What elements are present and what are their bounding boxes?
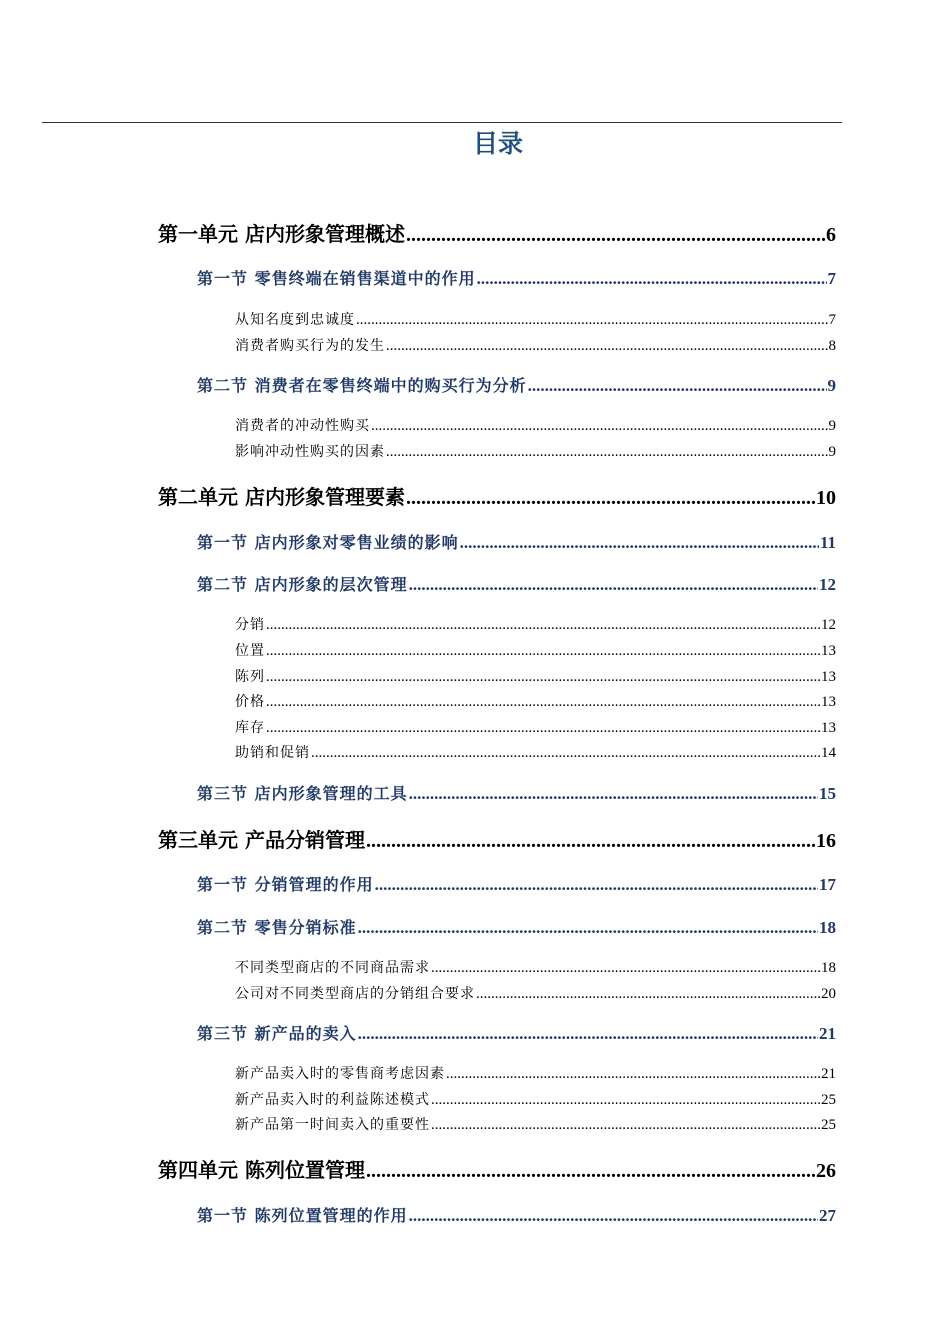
toc-section-entry[interactable] xyxy=(197,781,836,804)
toc-page-number: 16 xyxy=(816,830,836,852)
dot-leader xyxy=(528,376,827,396)
dot-leader xyxy=(358,918,818,938)
toc-page-number: 25 xyxy=(821,1092,836,1108)
toc-subsection-entry[interactable] xyxy=(235,1114,836,1134)
toc-entry-label: 不同类型商店的不同商品需求 xyxy=(235,960,430,976)
toc-page-number: 7 xyxy=(827,269,836,288)
dot-leader xyxy=(311,745,820,762)
toc-subsection-entry[interactable] xyxy=(235,742,836,762)
toc-page-number: 25 xyxy=(821,1117,836,1133)
toc-page-number: 13 xyxy=(821,720,836,736)
toc-page-number: 18 xyxy=(819,918,836,937)
dot-leader xyxy=(431,1117,820,1134)
toc-entry-label: 分销 xyxy=(235,617,265,633)
toc-entry-label: 价格 xyxy=(235,694,265,710)
toc-subsection-entry[interactable] xyxy=(235,717,836,737)
dot-leader xyxy=(356,312,828,329)
toc-page-number: 20 xyxy=(821,986,836,1002)
toc-page-number: 27 xyxy=(819,1206,836,1225)
toc-subsection-entry[interactable] xyxy=(235,1089,836,1109)
dot-leader xyxy=(477,269,827,289)
toc-section-entry[interactable] xyxy=(197,572,836,595)
toc-section-entry[interactable] xyxy=(197,1021,836,1044)
toc-section-entry[interactable] xyxy=(197,373,836,396)
toc-page-number: 15 xyxy=(819,784,836,803)
toc-page-number: 6 xyxy=(826,224,836,246)
toc-entry-label: 第二单元 店内形象管理要素 xyxy=(158,485,405,509)
toc-entry-label: 陈列 xyxy=(235,669,265,685)
toc-page-number: 13 xyxy=(821,643,836,659)
dot-leader xyxy=(406,487,815,510)
toc-entry-label: 第二节 消费者在零售终端中的购买行为分析 xyxy=(197,376,527,395)
toc-page-number: 12 xyxy=(821,617,836,633)
toc-entry-label: 第三单元 产品分销管理 xyxy=(158,828,365,852)
dot-leader xyxy=(409,784,818,804)
toc-entry-label: 新产品第一时间卖入的重要性 xyxy=(235,1117,430,1133)
dot-leader xyxy=(266,720,820,737)
toc-entry-label: 库存 xyxy=(235,720,265,736)
dot-leader xyxy=(386,444,828,461)
toc-entry-label: 公司对不同类型商店的分销组合要求 xyxy=(235,986,475,1002)
toc-entry-label: 从知名度到忠诚度 xyxy=(235,312,355,328)
toc-subsection-entry[interactable] xyxy=(235,335,836,355)
toc-subsection-entry[interactable] xyxy=(235,666,836,686)
dot-leader xyxy=(375,875,818,895)
dot-leader xyxy=(406,224,825,247)
toc-entry-label: 第二节 店内形象的层次管理 xyxy=(197,575,408,594)
toc-page-number: 8 xyxy=(828,338,836,354)
toc-subsection-entry[interactable] xyxy=(235,415,836,435)
dot-leader xyxy=(371,418,828,435)
dot-leader xyxy=(409,1206,818,1226)
toc-entry-label: 第二节 零售分销标准 xyxy=(197,918,357,937)
toc-section-entry[interactable] xyxy=(197,915,836,938)
dot-leader xyxy=(431,1092,820,1109)
toc-entry-label: 新产品卖入时的利益陈述模式 xyxy=(235,1092,430,1108)
toc-page-number: 26 xyxy=(816,1160,836,1182)
dot-leader xyxy=(366,1160,815,1183)
toc-entry-label: 第一节 陈列位置管理的作用 xyxy=(197,1206,408,1225)
toc-page-number: 9 xyxy=(828,444,836,460)
dot-leader xyxy=(266,694,820,711)
toc-page-number: 11 xyxy=(819,533,836,552)
toc-entry-label: 助销和促销 xyxy=(235,745,310,761)
toc-entry-label: 新产品卖入时的零售商考虑因素 xyxy=(235,1066,445,1082)
toc-entry-label: 影响冲动性购买的因素 xyxy=(235,444,385,460)
toc-title: 目录 xyxy=(472,129,523,158)
dot-leader xyxy=(476,986,820,1003)
toc-subsection-entry[interactable] xyxy=(235,957,836,977)
toc-page-number: 10 xyxy=(816,487,836,509)
toc-subsection-entry[interactable] xyxy=(235,441,836,461)
toc-subsection-entry[interactable] xyxy=(235,640,836,660)
toc-page-number: 21 xyxy=(819,1024,836,1043)
toc-page-number: 9 xyxy=(827,376,836,395)
toc-entry-label: 第一节 分销管理的作用 xyxy=(197,875,374,894)
toc-unit-entry[interactable] xyxy=(158,218,836,247)
toc-entry-label: 消费者购买行为的发生 xyxy=(235,338,385,354)
dot-leader xyxy=(266,643,820,660)
toc-page-number: 12 xyxy=(819,575,836,594)
toc-entry-label: 第三节 店内形象管理的工具 xyxy=(197,784,408,803)
toc-subsection-entry[interactable] xyxy=(235,309,836,329)
dot-leader xyxy=(409,575,818,595)
toc-entry-label: 第四单元 陈列位置管理 xyxy=(158,1158,365,1182)
toc-page-number: 17 xyxy=(819,875,836,894)
toc-unit-entry[interactable] xyxy=(158,824,836,853)
toc-section-entry[interactable] xyxy=(197,1203,836,1226)
dot-leader xyxy=(266,669,820,686)
dot-leader xyxy=(358,1024,818,1044)
dot-leader xyxy=(446,1066,820,1083)
toc-subsection-entry[interactable] xyxy=(235,1063,836,1083)
dot-leader xyxy=(366,830,815,853)
toc-entry-label: 第三节 新产品的卖入 xyxy=(197,1024,357,1043)
toc-page-number: 7 xyxy=(828,312,836,328)
toc-unit-entry[interactable] xyxy=(158,1154,836,1183)
toc-subsection-entry[interactable] xyxy=(235,983,836,1003)
toc-section-entry[interactable] xyxy=(197,266,836,289)
toc-page-number: 14 xyxy=(821,745,836,761)
dot-leader xyxy=(460,533,819,553)
toc-page-number: 9 xyxy=(828,418,836,434)
toc-subsection-entry[interactable] xyxy=(235,691,836,711)
toc-entry-label: 第一节 零售终端在销售渠道中的作用 xyxy=(197,269,476,288)
dot-leader xyxy=(386,338,828,355)
toc-section-entry[interactable] xyxy=(197,872,836,895)
toc-unit-entry[interactable] xyxy=(158,481,836,510)
toc-entry-label: 第一单元 店内形象管理概述 xyxy=(158,222,405,246)
toc-subsection-entry[interactable] xyxy=(235,614,836,634)
toc-entry-label: 消费者的冲动性购买 xyxy=(235,418,370,434)
toc-page-number: 21 xyxy=(821,1066,836,1082)
toc-entry-label: 第一节 店内形象对零售业绩的影响 xyxy=(197,533,459,552)
dot-leader xyxy=(266,617,820,634)
toc-page-number: 13 xyxy=(821,694,836,710)
toc-section-entry[interactable] xyxy=(197,530,836,553)
toc-entry-label: 位置 xyxy=(235,643,265,659)
dot-leader xyxy=(431,960,820,977)
toc-page-number: 18 xyxy=(821,960,836,976)
toc-page-number: 13 xyxy=(821,669,836,685)
